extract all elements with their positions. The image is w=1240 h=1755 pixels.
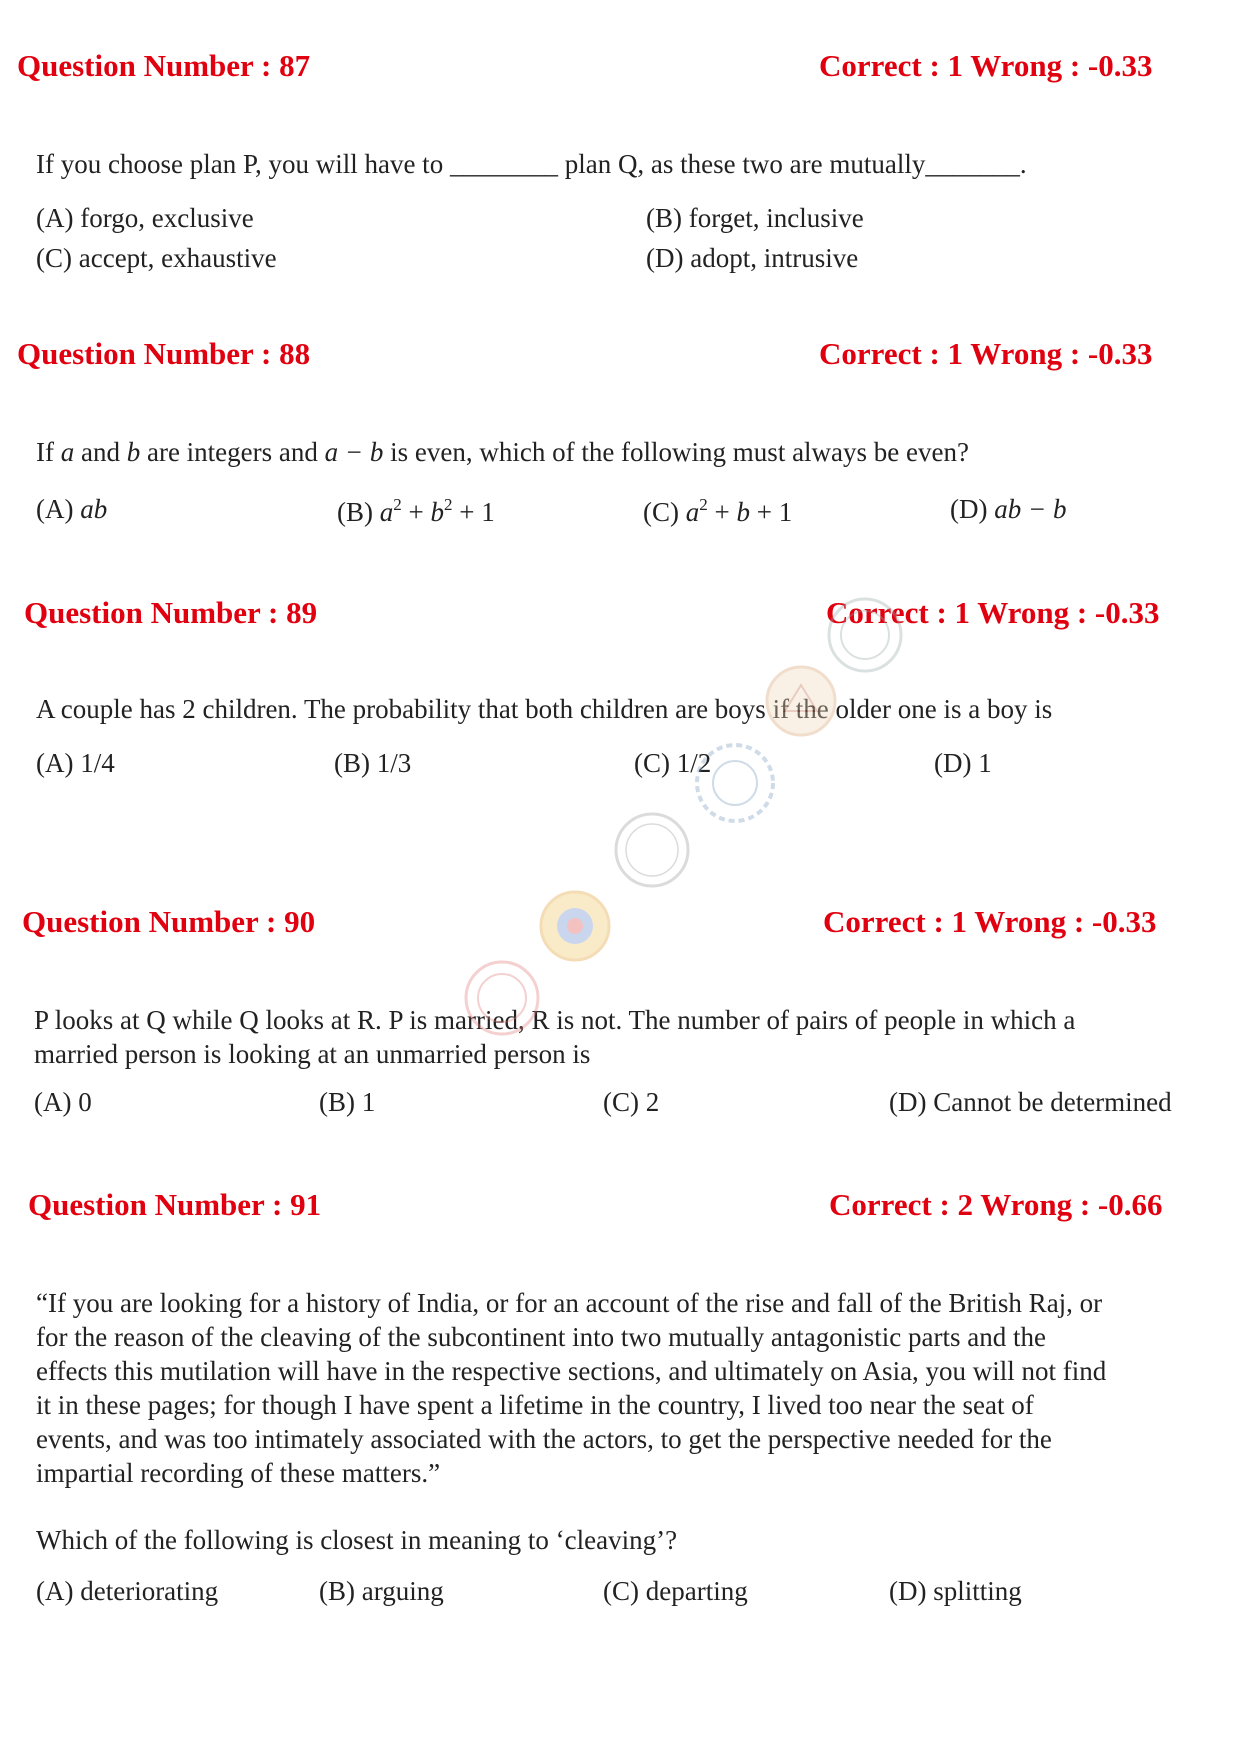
- question-number: Question Number : 90: [22, 904, 316, 939]
- passage: [36, 1286, 1106, 1490]
- option-c: [643, 497, 792, 528]
- passage-line: it in these pages; for though I have spent a lifetime in the country, I lived too near the seat of: [36, 1390, 1034, 1420]
- question-stem-line-1: P looks at Q while Q looks at R. P is married, R is not. The number of pairs of people in which a: [34, 1005, 1076, 1035]
- seal-emblem-icon: [462, 958, 542, 1038]
- option-prefix: (C): [643, 497, 686, 527]
- option-prefix: (B): [337, 497, 380, 527]
- operator: +: [707, 497, 737, 527]
- option-c: (C) departing: [603, 1576, 748, 1606]
- stem-text: is even, which of the following must always be even?: [383, 437, 969, 467]
- math-expr: ab − b: [994, 494, 1067, 524]
- question-number: Question Number : 89: [24, 595, 318, 630]
- passage-line: “If you are looking for a history of India, or for an account of the rise and fall of the British Raj, or: [36, 1288, 1103, 1318]
- math-var: a: [379, 497, 394, 527]
- passage-line: events, and was too intimately associated with the actors, to get the perspective needed for the: [36, 1424, 1052, 1454]
- blank: ________: [449, 149, 558, 179]
- marks-label: Correct : 1 Wrong : -0.33: [823, 904, 1157, 939]
- question-number: Question Number : 91: [28, 1187, 322, 1222]
- seal-emblem-icon: [763, 663, 839, 739]
- option-c: (C) 1/2: [634, 748, 712, 778]
- seal-emblem-icon: [825, 595, 905, 675]
- option-a: (A) forgo, exclusive: [36, 203, 254, 233]
- seal-emblem-icon: [612, 810, 692, 890]
- question-stem: A couple has 2 children. The probability that both children are boys if the older one is a boy is: [36, 694, 1053, 724]
- stem-text: are integers and: [140, 437, 325, 467]
- option-d: (D) splitting: [889, 1576, 1022, 1606]
- stem-text: and: [74, 437, 127, 467]
- option-c: (C) accept, exhaustive: [36, 243, 277, 273]
- option-a: [36, 494, 107, 525]
- option-d: (D) Cannot be determined: [889, 1087, 1172, 1117]
- passage-line: impartial recording of these matters.”: [36, 1458, 441, 1488]
- math-expr: a − b: [324, 437, 384, 467]
- marks-label: Correct : 1 Wrong : -0.33: [826, 595, 1160, 630]
- option-b: (B) 1: [319, 1087, 376, 1117]
- option-prefix: (D): [950, 494, 995, 524]
- stem-text: If you choose plan P, you will have to: [36, 149, 450, 179]
- option-b: [337, 497, 495, 528]
- operator: +: [401, 497, 431, 527]
- question-stem: [36, 435, 969, 469]
- option-a: (A) 1/4: [36, 748, 115, 778]
- option-b: (B) 1/3: [334, 748, 412, 778]
- option-c: (C) 2: [603, 1087, 660, 1117]
- math-expr: ab: [80, 494, 108, 524]
- math-var: a: [60, 437, 75, 467]
- question-stem: Which of the following is closest in meaning to ‘cleaving’?: [36, 1525, 678, 1555]
- option-b: (B) arguing: [319, 1576, 444, 1606]
- stem-text: If: [36, 437, 61, 467]
- stem-text: plan Q, as these two are mutually: [557, 149, 926, 179]
- option-d: (D) 1: [934, 748, 992, 778]
- passage-line: for the reason of the cleaving of the subcontinent into two mutually antagonistic parts and the: [36, 1322, 1046, 1352]
- exponent: 2: [699, 495, 708, 514]
- exponent: 2: [443, 495, 453, 514]
- question-stem-line-2: married person is looking at an unmarried person is: [34, 1039, 591, 1069]
- math-var: b: [126, 437, 141, 467]
- operator: + 1: [749, 497, 793, 527]
- math-var: a: [685, 497, 700, 527]
- stem-text: .: [1019, 149, 1027, 179]
- option-prefix: (A): [36, 494, 81, 524]
- blank: _______: [925, 149, 1020, 179]
- marks-label: Correct : 1 Wrong : -0.33: [819, 48, 1153, 83]
- exponent: 2: [393, 495, 402, 514]
- math-var: b: [736, 497, 750, 527]
- passage-line: effects this mutilation will have in the respective sections, and ultimately on Asia, you will not find: [36, 1356, 1107, 1386]
- option-a: (A) deteriorating: [36, 1576, 219, 1606]
- question-number: Question Number : 88: [17, 336, 311, 371]
- marks-label: Correct : 1 Wrong : -0.33: [819, 336, 1153, 371]
- option-d: (D) adopt, intrusive: [646, 243, 859, 273]
- math-var: b: [430, 497, 444, 527]
- marks-label: Correct : 2 Wrong : -0.66: [829, 1187, 1163, 1222]
- seal-emblem-icon: [535, 886, 615, 966]
- question-number: Question Number : 87: [17, 48, 311, 83]
- question-stem: [36, 147, 1027, 181]
- option-b: (B) forget, inclusive: [646, 203, 864, 233]
- seal-emblem-icon: [690, 738, 780, 828]
- operator: + 1: [452, 497, 495, 527]
- option-d: [950, 494, 1066, 525]
- option-a: (A) 0: [34, 1087, 92, 1117]
